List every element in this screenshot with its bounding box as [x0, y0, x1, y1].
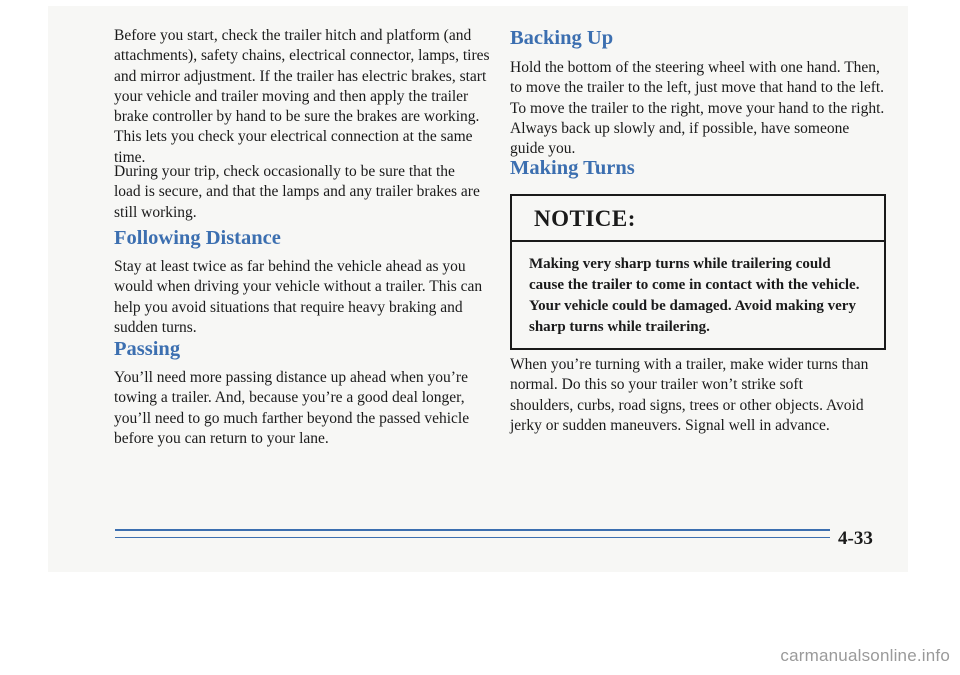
notice-box [510, 194, 886, 350]
footer-rule-thin [115, 537, 830, 538]
manual-page [48, 6, 908, 572]
notice-title: NOTICE: [512, 196, 884, 242]
following-distance-heading: Following Distance [114, 227, 281, 249]
backing-up-heading: Backing Up [510, 27, 614, 49]
intro-paragraph-2: During your trip, check occasionally to be sure that the load is secure, and that the lamps and any trailer brakes are still working. [114, 163, 480, 221]
making-turns-heading: Making Turns [510, 157, 635, 179]
footer-rule-thick [115, 529, 830, 531]
notice-text: Making very sharp turns while trailering could cause the trailer to come in contact with the vehicle. Your vehicle could be damaged. Avoid making very sharp turns while trailering. [529, 256, 860, 335]
intro-paragraph-1: Before you start, check the trailer hitch and platform (and attachments), safety chains, electrical connector, lamps, tires and mirror adjustment. If the trailer has electric brakes, start your vehicle and trailer moving and then apply the trailer brake controller by hand to be sure the brakes are working. This lets you check your electrical connection at the same time. [114, 27, 490, 166]
watermark-text: carmanualsonline.info [780, 646, 950, 665]
footer-rule [115, 529, 830, 538]
making-turns-text: When you’re turning with a trailer, make wider turns than normal. Do this so your trailer won’t strike soft shoulders, curbs, road signs, trees or other objects. Avoid jerky or sudden maneuvers. Signal well in advance. [510, 356, 869, 434]
following-distance-text: Stay at least twice as far behind the vehicle ahead as you would when driving your vehicle without a trailer. This can help you avoid situations that require heavy braking and sudden turns. [114, 258, 483, 336]
backing-up-text: Hold the bottom of the steering wheel with one hand. Then, to move the trailer to the left, just move that hand to the left. To move the trailer to the right, move your hand to the right. Always back up slowly and, if possible, have someone guide you. [510, 59, 885, 158]
passing-text: You’ll need more passing distance up ahead when you’re towing a trailer. And, because you’re a good deal longer, you’ll need to go much farther beyond the passed vehicle before you can return to your lane. [114, 369, 470, 447]
page-number: 4-33 [838, 528, 873, 549]
passing-heading: Passing [114, 338, 181, 360]
